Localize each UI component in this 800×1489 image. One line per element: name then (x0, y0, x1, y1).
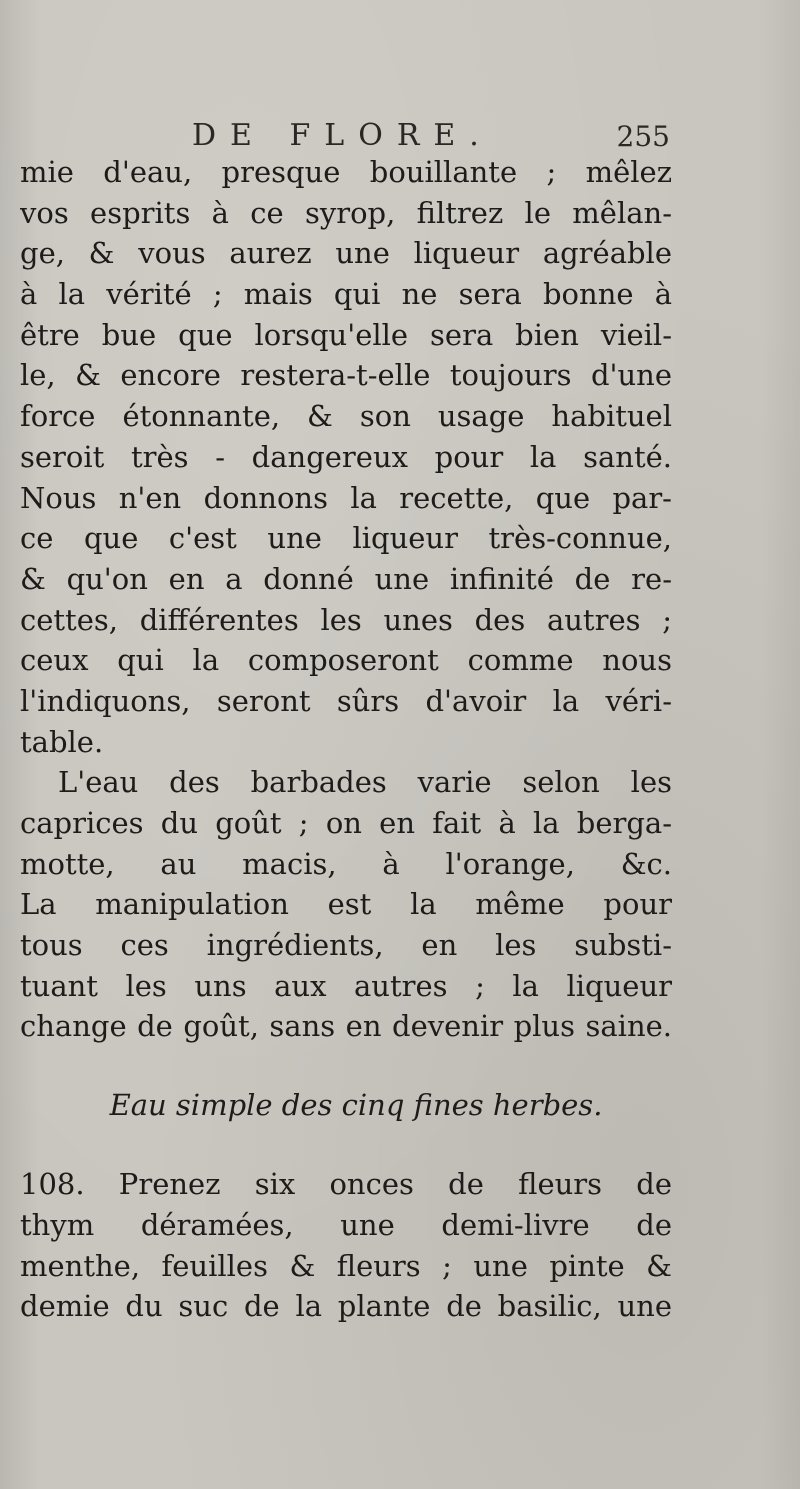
body-text (20, 152, 672, 1327)
paragraph-recipe-108 (20, 1164, 672, 1327)
text-line: Nous n'en donnons la recette, que par- (20, 480, 672, 515)
text-line: L'eau des barbades varie selon les (58, 765, 672, 800)
text-line: tous ces ingrédients, en les substi- (20, 928, 672, 963)
text-line: change de goût, sans en devenir plus saine. (20, 1009, 672, 1044)
section-heading: Eau simple des cinq fines herbes. (109, 1088, 603, 1123)
text-line: motte, au macis, à l'orange, &c. (20, 846, 672, 881)
text-line: à la vérité ; mais qui ne sera bonne à (20, 277, 672, 312)
text-line: menthe, feuilles & fleurs ; une pinte & (20, 1248, 672, 1283)
text-line: ce que c'est une liqueur très-connue, (20, 521, 672, 556)
text-line: force étonnante, & son usage habituel (20, 399, 672, 434)
section-spacer (20, 1047, 672, 1083)
text-line: cettes, différentes les unes des autres ; (20, 602, 672, 637)
text-line: & qu'on en a donné une infinité de re- (20, 561, 672, 596)
section-spacer (20, 1127, 672, 1164)
text-line: demie du suc de la plante de basilic, une (20, 1289, 672, 1324)
text-line: mie d'eau, presque bouillante ; mêlez (20, 155, 672, 189)
text-line: l'indiquons, seront sûrs d'avoir la véri- (20, 683, 672, 718)
page-number: 255 (616, 120, 670, 153)
text-line: seroit très - dangereux pour la santé. (20, 439, 672, 474)
text-line: tuant les uns aux autres ; la liqueur (20, 968, 672, 1003)
running-head-title: DE FLORE. (192, 118, 493, 153)
text-line: ceux qui la composeront comme nous (20, 643, 672, 678)
text-line: le, & encore restera-t-elle toujours d'une (20, 358, 672, 393)
text-line: être bue que lorsqu'elle sera bien vieil- (20, 317, 672, 352)
text-line: table. (20, 724, 104, 759)
text-line: La manipulation est la même pour (20, 887, 672, 922)
paragraph-barbades-water (20, 762, 672, 1047)
text-line: 108. Prenez six onces de fleurs de (20, 1167, 672, 1202)
text-line: vos esprits à ce syrop, filtrez le mêlan- (20, 195, 672, 230)
text-line: caprices du goût ; on en fait à la berga- (20, 806, 672, 840)
text-line: thym déramées, une demi-livre de (20, 1207, 672, 1242)
paragraph-liqueur-recipe (20, 152, 672, 762)
text-line: ge, & vous aurez une liqueur agréable (20, 236, 672, 271)
